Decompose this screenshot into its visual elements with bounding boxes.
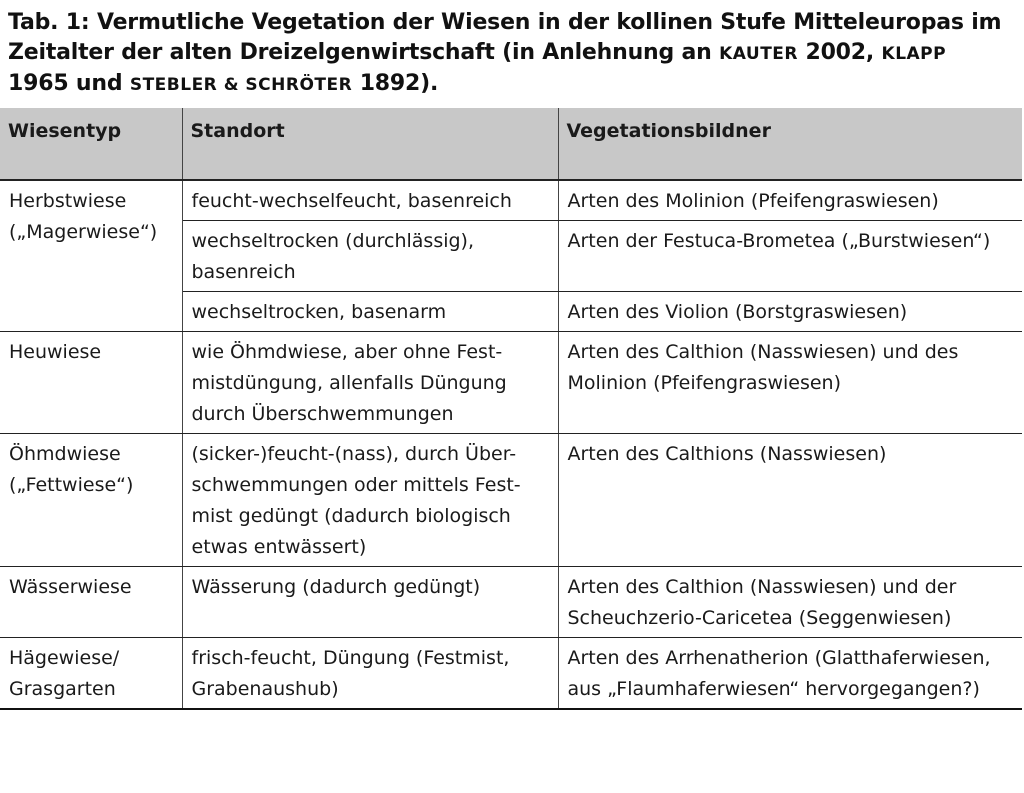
caption-year-1892: 1892). [352,71,439,96]
cell-vegetation: Arten des Calthion (Nasswiesen) und der Scheuchzerio-Caricetea (Seggenwiesen) [558,567,1022,638]
table-row [0,567,1022,638]
table-row [0,434,1022,567]
caption-author-klapp: KLAPP [881,44,947,64]
cell-wiesentyp-oehmdwiese: Öhmdwiese („Fettwiese“) [0,434,182,567]
cell-standort: wechseltrocken (durchlässig), basenreich [182,221,558,292]
cell-wiesentyp-waesserwiese: Wässerwiese [0,567,182,638]
cell-standort: frisch-feucht, Düngung (Festmist, Grabenaushub) [182,638,558,710]
cell-vegetation: Arten des Violion (Borstgraswiesen) [558,292,1022,332]
cell-vegetation: Arten des Calthion (Nasswiesen) und des Molinion (Pfeifengraswiesen) [558,332,1022,434]
caption-text: Tab. 1: Vermutliche Vegetation der Wiesen in der kollinen Stufe Mitteleuropas im Zeitalter der alten Dreizelgenwirtschaft (in Anlehnung an [8,10,1002,65]
cell-vegetation: Arten des Calthions (Nasswiesen) [558,434,1022,567]
cell-vegetation: Arten der Festuca-Brometea („Burstwiesen“) [558,221,1022,292]
cell-vegetation: Arten des Arrhenatherion (Glatthaferwiesen, aus „Flaumhaferwiesen“ hervorgegangen?) [558,638,1022,710]
cell-standort: wechseltrocken, basenarm [182,292,558,332]
cell-vegetation: Arten des Molinion (Pfeifengraswiesen) [558,180,1022,221]
cell-standort: wie Öhmdwiese, aber ohne Fest- mistdüngung, allenfalls Düngung durch Überschwemmungen [182,332,558,434]
table-header-row [0,108,1022,180]
cell-wiesentyp-heuwiese: Heuwiese [0,332,182,434]
header-vegetationsbildner: Vegetationsbildner [558,108,1022,180]
cell-standort: feucht-wechselfeucht, basenreich [182,180,558,221]
header-standort: Standort [182,108,558,180]
caption-year-1965: 1965 und [8,71,130,96]
header-wiesentyp: Wiesentyp [0,108,182,180]
vegetation-table [0,108,1022,710]
table-row [0,638,1022,710]
cell-standort: Wässerung (dadurch gedüngt) [182,567,558,638]
table-row [0,332,1022,434]
cell-wiesentyp-herbstwiese: Herbstwiese („Magerwiese“) [0,180,182,332]
cell-wiesentyp-haegewiese: Hägewiese/ Grasgarten [0,638,182,710]
cell-standort: (sicker-)feucht-(nass), durch Über- schwemmungen oder mittels Fest- mist gedüngt (dadurch biologisch etwas entwässert) [182,434,558,567]
caption-author-stebler-schroeter: STEBLER & SCHRÖTER [129,75,353,95]
caption-year-2002: 2002, [798,40,882,65]
caption-author-kauter: KAUTER [719,44,798,64]
table-caption [8,8,1008,100]
table-row [0,180,1022,221]
